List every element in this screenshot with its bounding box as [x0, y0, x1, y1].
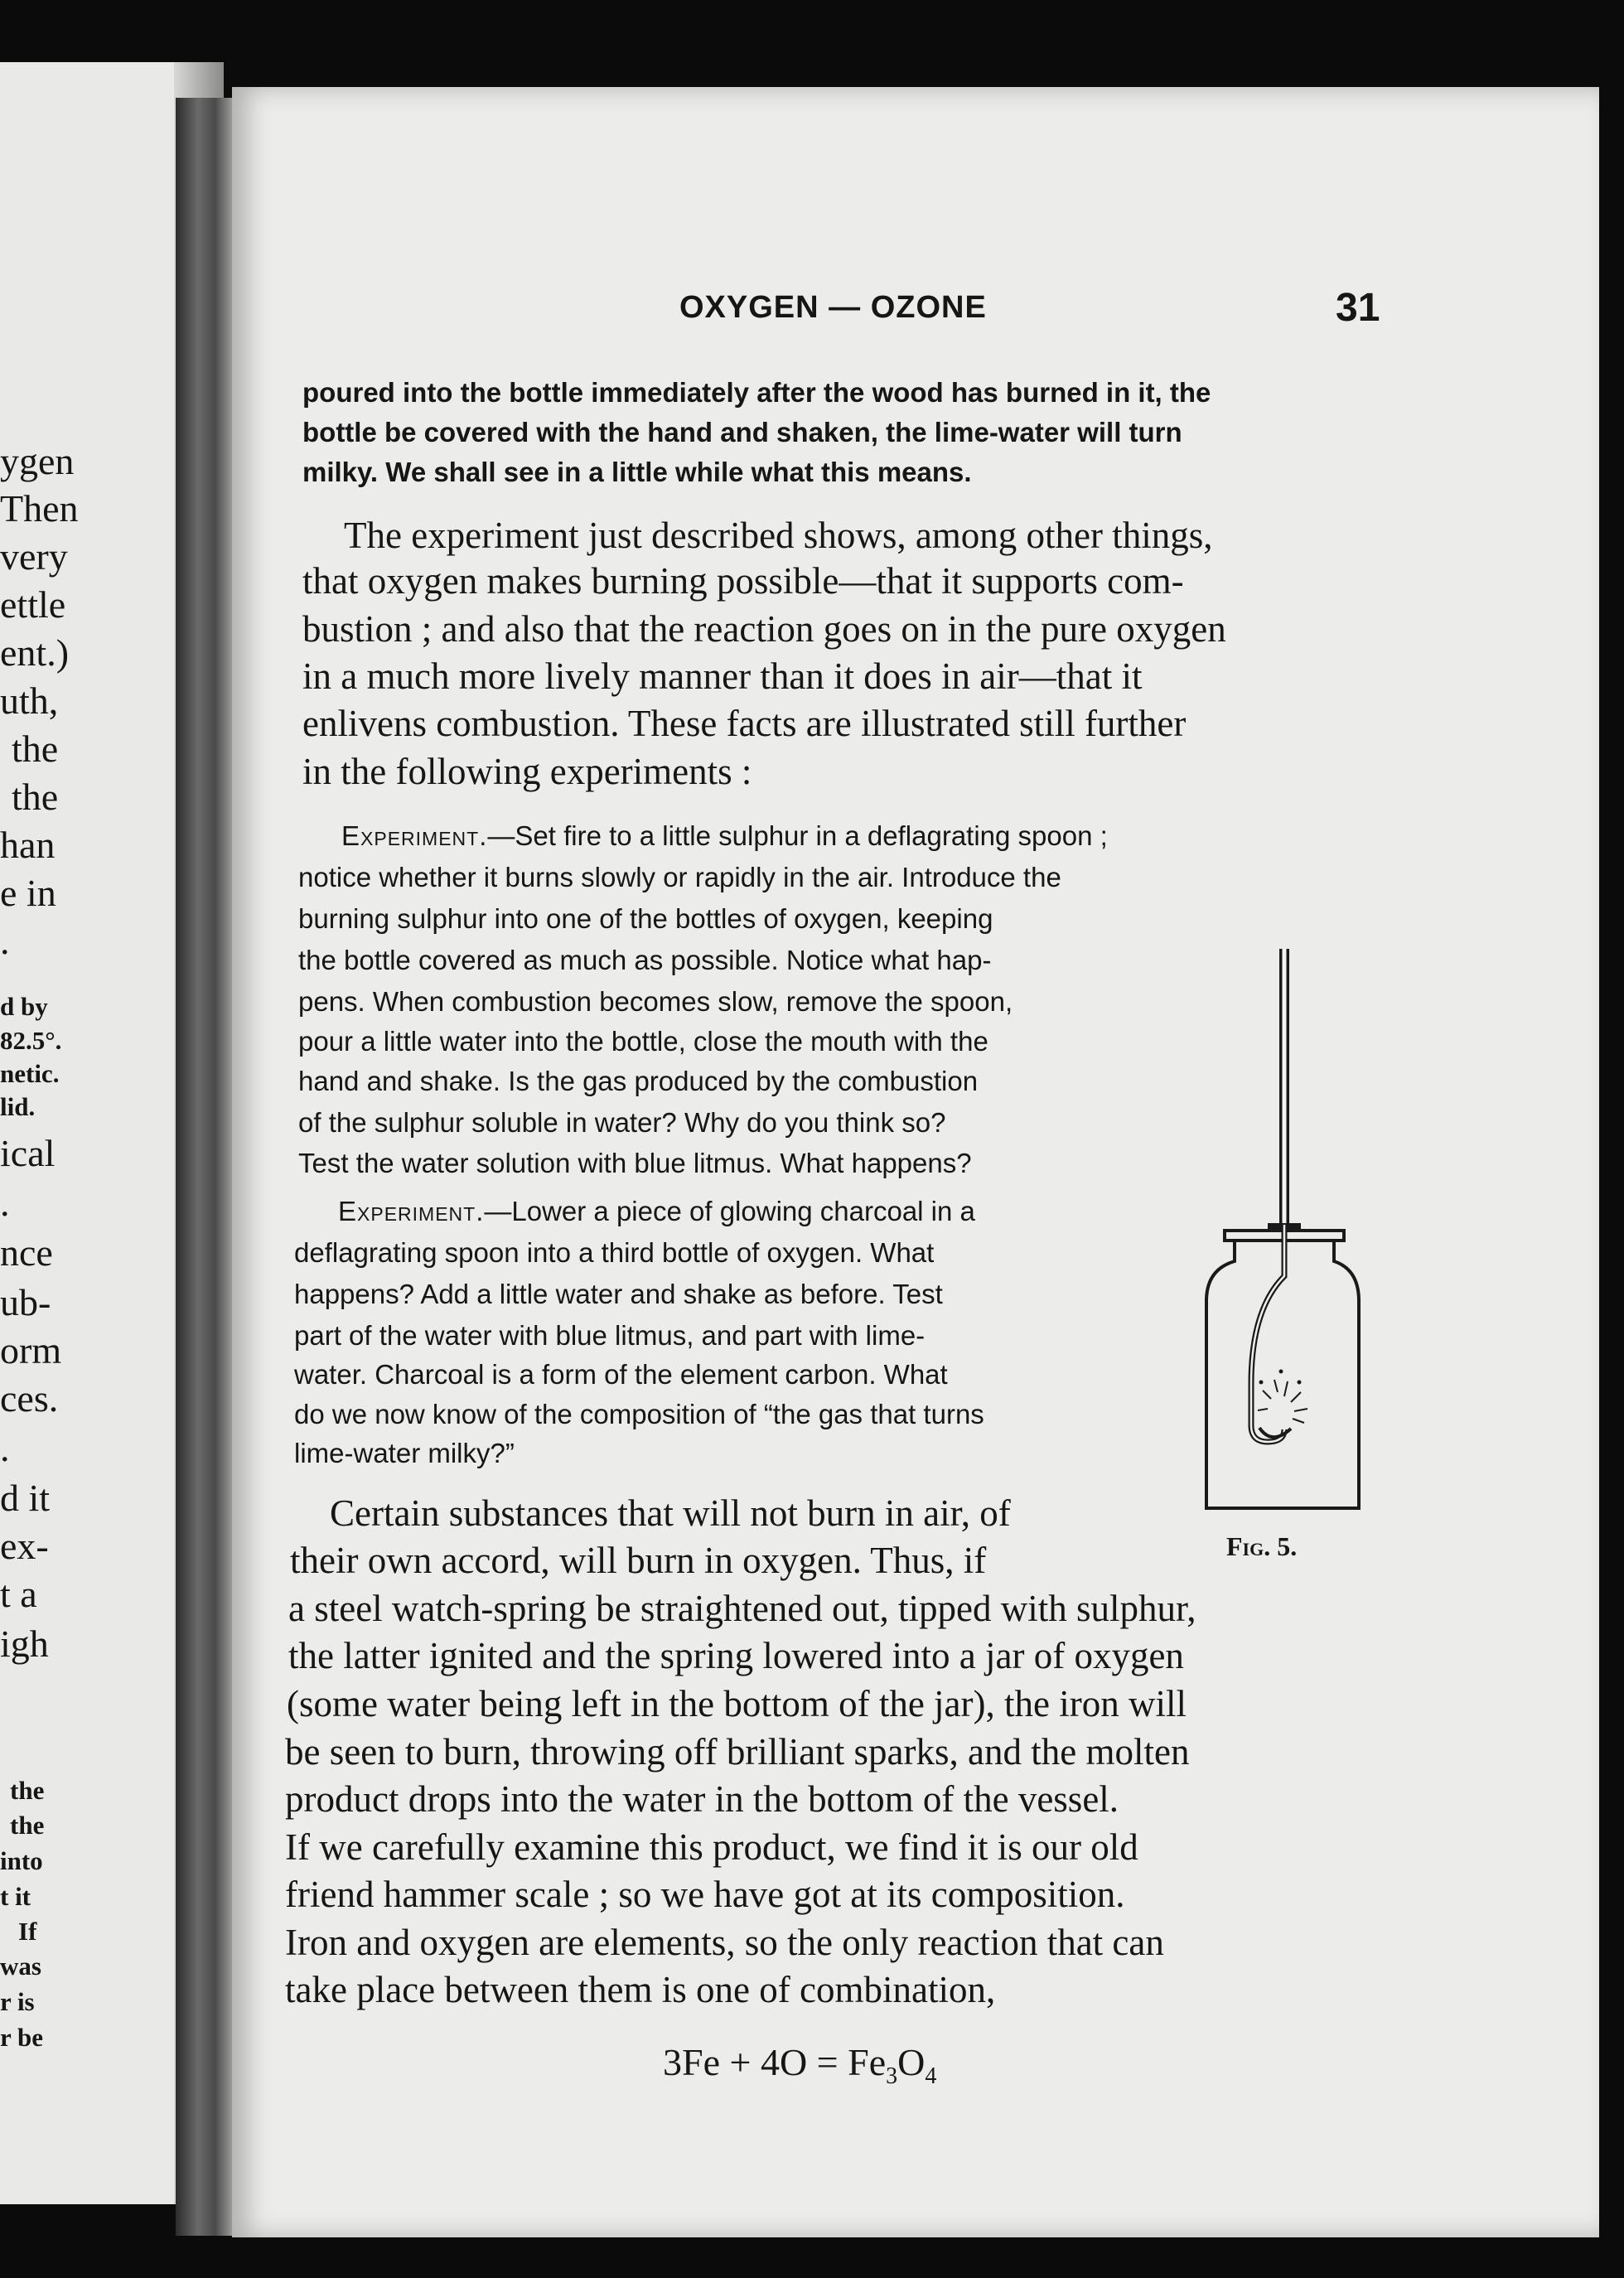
left-page-text-fragment: r is — [0, 1987, 35, 2016]
left-page-text-fragment: into — [0, 1846, 43, 1875]
left-page-text-fragment: . — [0, 1427, 10, 1469]
text-line: friend hammer scale ; so we have got at its composition. — [285, 1874, 1125, 1915]
left-page-text-fragment: ettle — [0, 583, 66, 626]
left-page-text-fragment: was — [0, 1952, 41, 1981]
left-page-text-fragment: ex- — [0, 1525, 49, 1567]
text-line: part of the water with blue litmus, and part with lime- — [294, 1320, 926, 1351]
text-line: product drops into the water in the bottom of the vessel. — [285, 1778, 1119, 1820]
left-page-text-fragment: igh — [0, 1623, 49, 1665]
experiment-label: Experiment. — [341, 820, 488, 851]
text-line: deflagrating spoon into a third bottle of oxygen. What — [294, 1237, 935, 1268]
text-line: Experiment.—Set fire to a little sulphur in a deflagrating spoon ; — [341, 820, 1108, 851]
text-line: bustion ; and also that the reaction goes on in the pure oxygen — [302, 608, 1226, 650]
text-line: do we now know of the composition of “the gas that turns — [294, 1399, 984, 1429]
chemical-equation: $3Fe + 4O = Fe_3O_4$ — [663, 2041, 937, 2090]
left-page-text-fragment: the — [12, 728, 59, 770]
figure-caption: Fig. 5. — [1226, 1531, 1298, 1561]
text-line: Iron and oxygen are elements, so the only reaction that can — [285, 1922, 1164, 1963]
text-line: water. Charcoal is a form of the element carbon. What — [294, 1359, 948, 1390]
text-line: bottle be covered with the hand and shaken, the lime-water will turn — [302, 417, 1182, 447]
text-line: pens. When combustion becomes slow, remove the spoon, — [298, 986, 1013, 1017]
text-line: pour a little water into the bottle, close the mouth with the — [298, 1026, 988, 1057]
left-page-text-fragment: the — [12, 776, 59, 818]
book-spine — [176, 98, 232, 2236]
left-page-text-fragment: r be — [0, 2023, 43, 2052]
text-line: notice whether it burns slowly or rapidly in the air. Introduce the — [298, 862, 1061, 892]
left-page-text-fragment: . — [0, 1182, 10, 1224]
left-page-text-fragment: If — [18, 1917, 37, 1946]
text-line: If we carefully examine this product, we find it is our old — [285, 1826, 1138, 1868]
running-head: OXYGEN — OZONE — [679, 290, 987, 325]
text-line: (some water being left in the bottom of the jar), the iron will — [287, 1683, 1187, 1724]
text-line: the bottle covered as much as possible. Notice what hap- — [298, 945, 992, 975]
left-page-text-fragment: d by — [0, 992, 48, 1021]
bottle-with-deflagrating-spoon-icon — [1201, 945, 1367, 1525]
left-page-text-fragment: . — [0, 920, 10, 962]
text-line: enlivens combustion. These facts are illustrated still further — [302, 703, 1187, 744]
text-line: take place between them is one of combination, — [285, 1969, 996, 2010]
text-line: lime-water milky?” — [294, 1438, 515, 1468]
text-line: hand and shake. Is the gas produced by the combustion — [298, 1066, 979, 1096]
left-page-text-fragment: ical — [0, 1132, 56, 1174]
left-page-text-fragment: ub- — [0, 1281, 51, 1323]
text-line: Experiment.—Lower a piece of glowing charcoal in a — [338, 1196, 975, 1226]
experiment-label: Experiment. — [338, 1196, 485, 1226]
left-page-text-fragment: lid. — [0, 1092, 36, 1121]
text-line: of the sulphur soluble in water? Why do you think so? — [298, 1107, 946, 1138]
text-line: in the following experiments : — [302, 751, 752, 792]
sparks-icon — [1258, 1371, 1307, 1424]
text-line: be seen to burn, throwing off brilliant sparks, and the molten — [285, 1731, 1190, 1773]
left-page-text-fragment: t a — [0, 1573, 37, 1615]
left-page-text-fragment: Then — [0, 487, 79, 530]
text-line: happens? Add a little water and shake as before. Test — [294, 1279, 943, 1309]
text-line: burning sulphur into one of the bottles of oxygen, keeping — [298, 903, 993, 934]
text-line: milky. We shall see in a little while what this means. — [302, 457, 972, 487]
left-page-text-fragment: uth, — [0, 680, 59, 722]
left-page-text-fragment: e in — [0, 872, 56, 914]
text-line: in a much more lively manner than it does in air—that it — [302, 655, 1143, 697]
text-line: The experiment just described shows, among other things, — [344, 515, 1213, 556]
text-line: the latter ignited and the spring lowered into a jar of oxygen — [288, 1635, 1184, 1676]
text-line: poured into the bottle immediately after the wood has burned in it, the — [302, 377, 1211, 408]
left-page-text-fragment: t it — [0, 1882, 31, 1911]
text-line: Test the water solution with blue litmus. What happens? — [298, 1148, 972, 1178]
left-page-text-fragment: ces. — [0, 1377, 59, 1420]
left-page-text-fragment: very — [0, 535, 68, 578]
text-line: that oxygen makes burning possible—that it supports com- — [302, 560, 1184, 602]
left-page-text-fragment: han — [0, 824, 56, 866]
text-line: a steel watch-spring be straightened out, tipped with sulphur, — [288, 1588, 1196, 1629]
left-page-text-fragment: orm — [0, 1329, 62, 1371]
text-line: Certain substances that will not burn in air, of — [330, 1492, 1011, 1534]
left-page-text-fragment: nce — [0, 1231, 53, 1274]
left-page-text-fragment: d it — [0, 1477, 51, 1519]
left-page-text-fragment: 82.5°. — [0, 1026, 62, 1055]
text-line: their own accord, will burn in oxygen. Thus, if — [290, 1540, 987, 1581]
page-number: 31 — [1336, 286, 1380, 330]
left-page-text-fragment: ygen — [0, 440, 75, 482]
left-page-text-fragment: ent.) — [0, 631, 70, 674]
left-page-text-fragment: the — [10, 1776, 45, 1805]
left-page-text-fragment: the — [10, 1811, 45, 1840]
left-page-text-fragment: netic. — [0, 1059, 60, 1088]
